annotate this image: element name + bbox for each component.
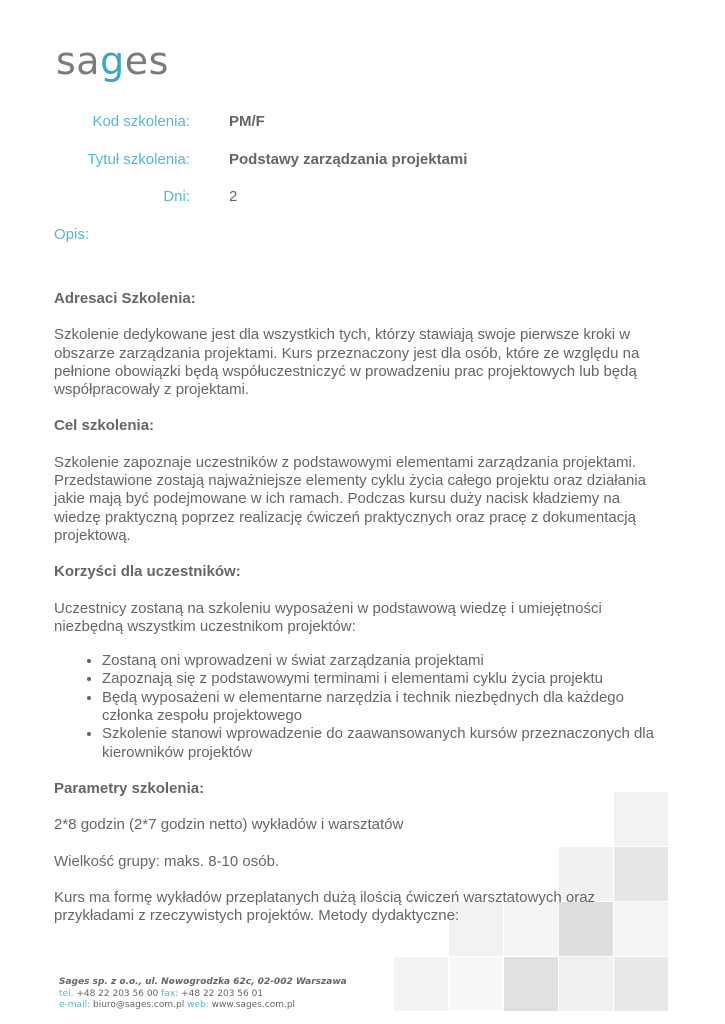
footer-email-label: e-mail:: [59, 1000, 91, 1010]
footer-tel-value: +48 22 203 56 00: [76, 988, 159, 999]
course-description: [54, 290, 669, 943]
list-item: • Zapoznają się z podstawowymi terminami i elementami cyklu życia projektu: [102, 670, 669, 688]
parameters-group-size: Wielkość grupy: maks. 8-10 osób.: [54, 852, 280, 870]
footer-email-value: biuro@sages.com.pl: [92, 1000, 185, 1010]
description-label: Opis:: [54, 226, 90, 243]
logo-text-start: sa: [56, 39, 101, 83]
footer-contact: [59, 977, 347, 1012]
course-code-label: Kod szkolenia:: [92, 113, 190, 130]
section-text-audience: Szkolenie dedykowane jest dla wszystkich tych, którzy stawiają swoje pierwsze kroki w obszarze zarządzania projektami. Kurs przeznaczony jest dla osób, które ze względu na pełnione obowiązki będą współuczestniczyć w prowadzeniu prac projektowych lub będą współpracowały z projektami.: [54, 326, 640, 399]
parameters-hours: 2*8 godzin (2*7 godzin netto) wykładów i warsztatów: [54, 816, 404, 834]
parameters-form: Kurs ma formę wykładów przeplatanych dużą ilością ćwiczeń warsztatowych oraz przykładami z rzeczywistych projektów. Metody dydaktyczne:: [54, 888, 596, 925]
footer-web-value: www.sages.com.pl: [211, 1000, 296, 1010]
list-item: • Będą wyposażeni w elementarne narzędzia i technik niezbędnych dla każdego członka zespołu projektowego: [102, 689, 669, 726]
logo-accent-letter: g: [100, 39, 125, 83]
course-days-label: Dni:: [163, 188, 190, 205]
section-heading-benefits: Korzyści dla uczestników:: [54, 563, 241, 581]
decor-tile: [449, 957, 503, 1011]
course-days-value: 2: [229, 188, 238, 205]
footer-tel-label: tel.: [59, 988, 74, 999]
decor-tile: [504, 957, 558, 1011]
footer-fax-value: +48 22 203 56 01: [181, 988, 264, 999]
section-heading-audience: Adresaci Szkolenia:: [54, 290, 196, 307]
decor-tile: [394, 957, 448, 1011]
footer-web-label: web:: [187, 1000, 209, 1010]
section-text-goal: Szkolenie zapoznaje uczestników z podstawowymi elementami zarządzania projektami. Przedstawione zostają najważniejsze elementy cyklu życia całego projektu oraz działania jakie mają być podejmowane w ich ramach. Podczas kursu duży nacisk kładziemy na wiedzę praktyczną poprzez realizację ćwiczeń praktycznych oraz pracę z dokumentacją projektową.: [54, 453, 646, 544]
course-code-value: PM/F: [229, 113, 265, 130]
section-heading-parameters: Parametry szkolenia:: [54, 779, 205, 797]
section-text-benefits: Uczestnicy zostaną na szkoleniu wyposażeni w podstawową wiedzę i umiejętności niezbędną wszystkim uczestnikom projektów:: [54, 599, 602, 635]
course-title-label: Tytuł szkolenia:: [87, 151, 190, 168]
decor-tile: [559, 957, 613, 1011]
decor-tile: [614, 957, 668, 1011]
list-item: • Szkolenie stanowi wprowadzenie do zaawansowanych kursów przeznaczonych dla kierowników projektów: [102, 725, 669, 762]
logo-text-end: es: [124, 39, 169, 83]
footer-web-line: [59, 1000, 347, 1012]
course-title-value: Podstawy zarządzania projektami: [229, 151, 468, 168]
footer-phone-line: [59, 989, 347, 1001]
benefits-list: [54, 652, 669, 762]
footer-fax-label: fax:: [161, 988, 179, 999]
list-item: • Zostaną oni wprowadzeni w świat zarządzania projektami: [102, 652, 669, 670]
section-heading-goal: Cel szkolenia:: [54, 417, 155, 435]
sages-logo: [56, 38, 169, 84]
footer-company-address: Sages sp. z o.o., ul. Nowogrodzka 62c, 02-002 Warszawa: [59, 977, 347, 987]
